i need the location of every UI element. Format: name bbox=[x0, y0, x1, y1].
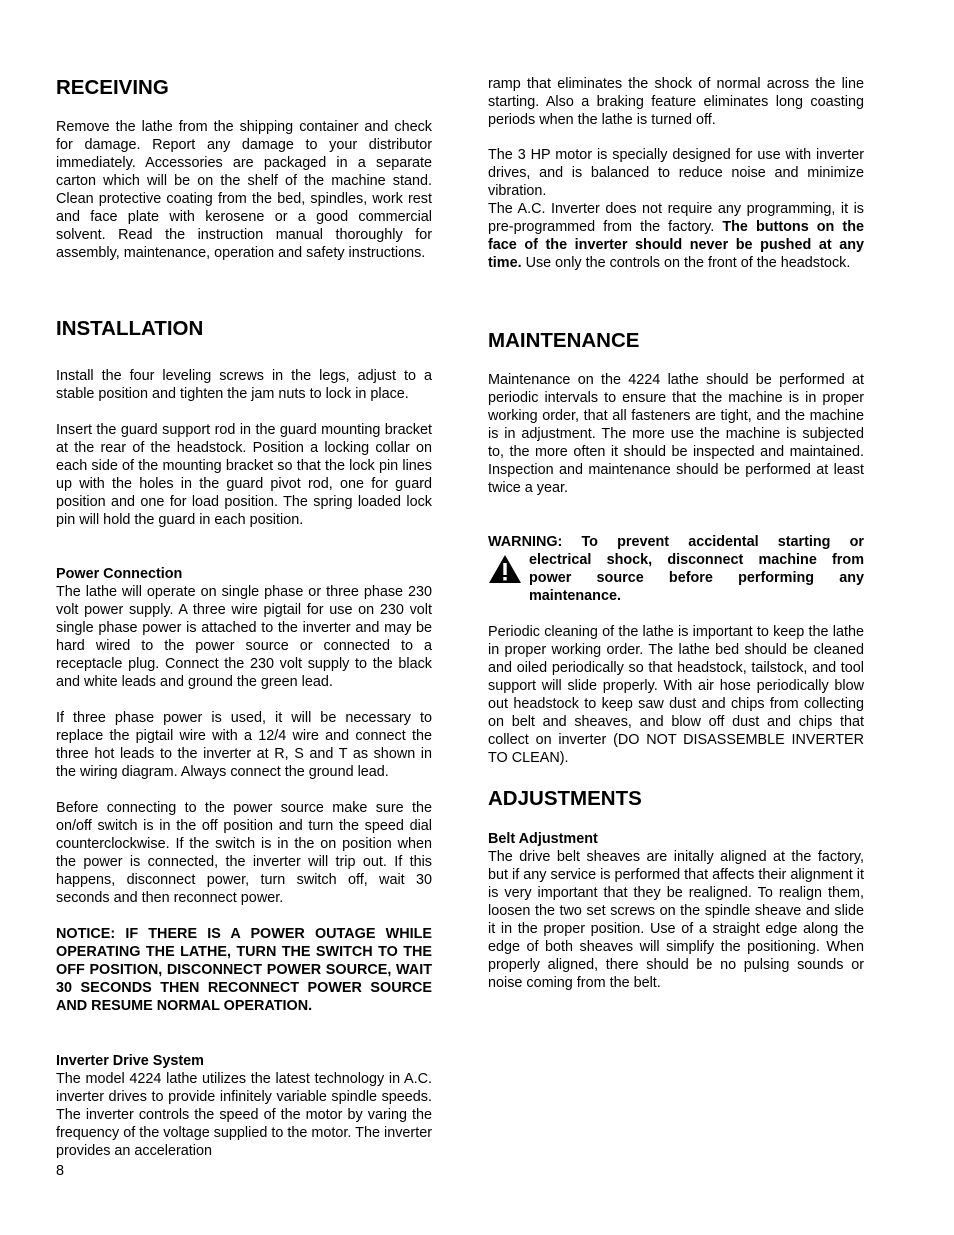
installation-paragraph-2: Insert the guard support rod in the guard mounting bracket at the rear of the headstock. Position a locking collar on each side of the mounting bracket so that the lock pin lines up with the holes in the guard pivot rod, one for guard position and one for load position. The spring loaded lock pin will hold the guard in each position. bbox=[56, 422, 432, 528]
receiving-heading: RECEIVING bbox=[56, 76, 169, 99]
ac-inverter-paragraph bbox=[488, 200, 864, 272]
inverter-drive-paragraph: The model 4224 lathe utilizes the latest technology in A.C. inverter drives to provide infinitely variable spindle speeds. The inverter controls the speed of the motor by varing the frequency of the voltage supplied to the motor. The inverter provides an acceleration bbox=[56, 1071, 432, 1159]
ac-inverter-controls-text: Use only the controls on the front of the headstock. bbox=[521, 255, 851, 271]
adjustments-heading: ADJUSTMENTS bbox=[488, 787, 642, 810]
inverter-continued-paragraph: ramp that eliminates the shock of normal across the line starting. Also a braking feature eliminates long coasting periods when the lathe is turned off. bbox=[488, 76, 864, 128]
maintenance-paragraph-1: Maintenance on the 4224 lathe should be performed at periodic intervals to ensure that the machine is in proper working order, that all fasteners are tight, and the machine is in adjustment. The more use the machine is subjected to, the more often it should be inspected and maintained. Inspection and maintenance should be performed at least twice a year. bbox=[488, 372, 864, 496]
ac-inverter-caution: The buttons on the face of the inverter should never be pushed at any time. bbox=[488, 219, 864, 271]
page-number: 8 bbox=[56, 1163, 65, 1179]
warning-title: WARNING: bbox=[488, 534, 563, 550]
ac-inverter-text: The A.C. Inverter does not require any programming, it is pre-programmed from the factory. bbox=[488, 201, 864, 235]
maintenance-heading: MAINTENANCE bbox=[488, 329, 640, 352]
warning-text-first: To prevent accidental starting or bbox=[562, 534, 864, 550]
installation-paragraph-1: Install the four leveling screws in the legs, adjust to a stable position and tighten the jam nuts to lock in place. bbox=[56, 368, 432, 402]
belt-adjustment-paragraph: The drive belt sheaves are initally aligned at the factory, but if any service is performed that affects their alignment it is very important that they be realigned. To realign them, loosen the two set screws on the spindle sheave and slide it in the proper position. Use of a straight edge along the edge of both sheaves will simplify the positioning. When properly aligned, there should be no pulsing sounds or noise coming from the belt. bbox=[488, 849, 864, 991]
maintenance-paragraph-2: Periodic cleaning of the lathe is important to keep the lathe in proper working order. The lathe bed should be cleaned and oiled periodically so that headstock, tailstock, and tool support will slide properly. With air hose periodically blow out headstock to keep saw dust and chips from collecting on belt and sheaves, and blow off dust and chips that collect on inverter (DO NOT DISASSEMBLE INVERTER TO CLEAN). bbox=[488, 624, 864, 766]
power-connection-paragraph-2: If three phase power is used, it will be necessary to replace the pigtail wire with a 12/4 wire and connect the three hot leads to the inverter at R, S and T as shown in the wiring diagram. Always connect the ground lead. bbox=[56, 710, 432, 780]
power-connection-heading: Power Connection bbox=[56, 566, 183, 582]
warning-first-line bbox=[488, 533, 864, 551]
receiving-body: Remove the lathe from the shipping container and check for damage. Report any damage to your distributor immediately. Accessories are packaged in a separate carton which will be on the shelf of the machine stand. Clean protective coating from the bed, spindles, work rest and face plate with kerosene or a good commercial solvent. Read the instruction manual thoroughly for assembly, maintenance, operation and safety instructions. bbox=[56, 119, 432, 261]
warning-text: electrical shock, disconnect machine from power source before performing any maintenance. bbox=[529, 552, 864, 604]
maintenance-warning bbox=[488, 533, 864, 605]
belt-adjustment-heading: Belt Adjustment bbox=[488, 831, 598, 847]
power-connection-paragraph-3: Before connecting to the power source make sure the on/off switch is in the off position and turn the speed dial counterclockwise. If the switch is in the on position when the power is connected, the inverter will trip out. If this happens, disconnect power, turn switch off, wait 30 seconds and then reconnect power. bbox=[56, 800, 432, 906]
installation-heading: INSTALLATION bbox=[56, 317, 204, 340]
inverter-drive-heading: Inverter Drive System bbox=[56, 1053, 204, 1069]
power-connection-paragraph-1: The lathe will operate on single phase or three phase 230 volt power supply. A three wire pigtail for use on 230 volt single phase power is attached to the inverter and may be hard wired to the power source or connected to a receptacle plug. Connect the 230 volt supply to the black and white leads and ground the green lead. bbox=[56, 584, 432, 690]
warning-icon bbox=[488, 554, 522, 584]
power-outage-notice: NOTICE: IF THERE IS A POWER OUTAGE WHILE OPERATING THE LATHE, TURN THE SWITCH TO THE OFF POSITION, DISCONNECT POWER SOURCE, WAIT 30 SECONDS THEN RECONNECT POWER SOURCE AND RESUME NORMAL OPERATION. bbox=[56, 926, 432, 1014]
motor-paragraph: The 3 HP motor is specially designed for use with inverter drives, and is balanced to reduce noise and minimize vibration. bbox=[488, 147, 864, 199]
